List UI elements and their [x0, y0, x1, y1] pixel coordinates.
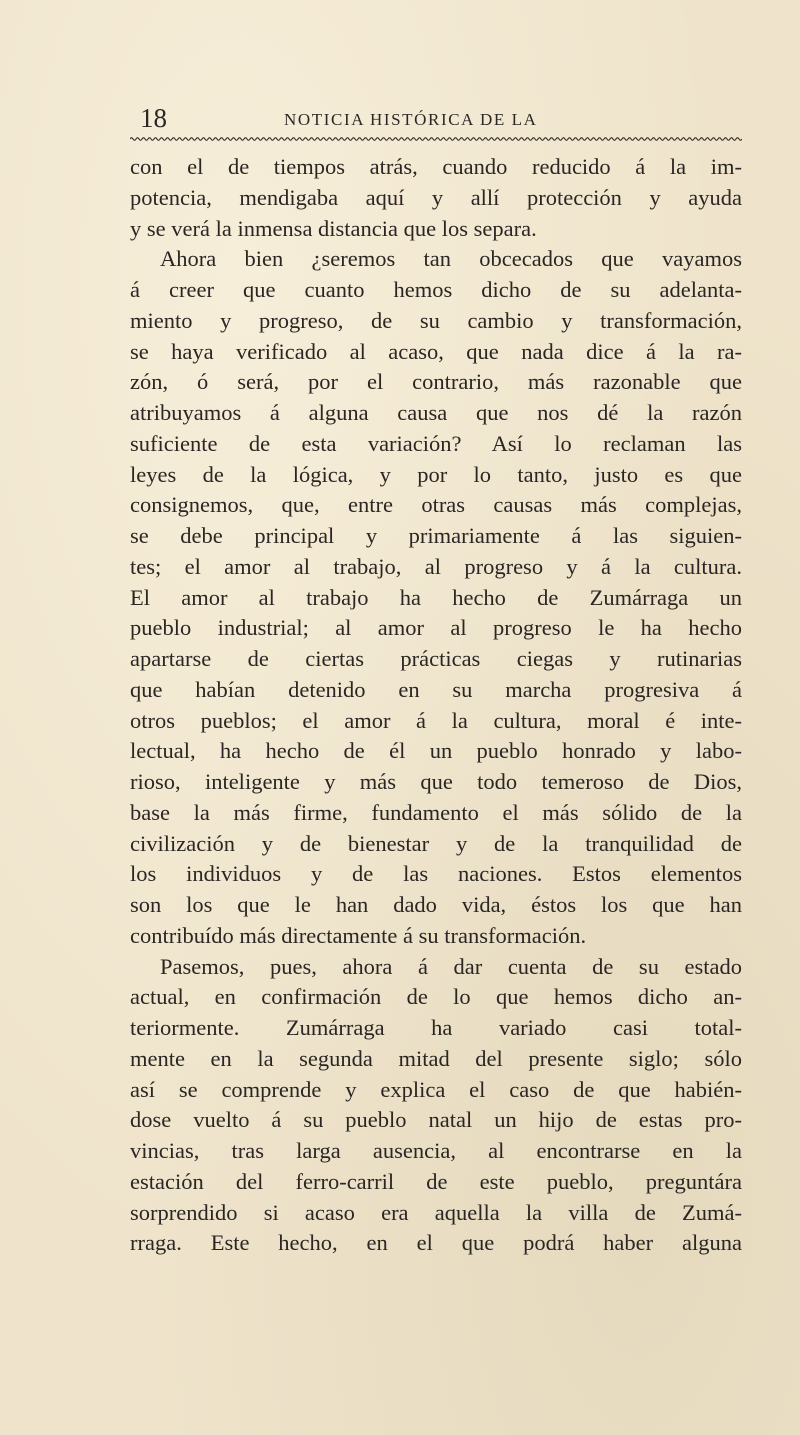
text-line: que habían detenido en su marcha progresiva á [130, 676, 742, 702]
page-number: 18 [140, 103, 167, 133]
text-line: tes; el amor al trabajo, al progreso y á la cultura. [130, 553, 742, 579]
text-line: estación del ferro-carril de este pueblo, preguntára [130, 1168, 742, 1194]
text-line: Pasemos, pues, ahora á dar cuenta de su estado [160, 953, 742, 979]
body-text [130, 152, 742, 1259]
text-line: El amor al trabajo ha hecho de Zumárraga un [130, 584, 742, 610]
text-line: vincias, tras larga ausencia, al encontrarse en la [130, 1138, 742, 1163]
text-line: miento y progreso, de su cambio y transformación, [130, 307, 742, 333]
text-line: dose vuelto á su pueblo natal un hijo de estas pro- [130, 1107, 742, 1133]
text-line: son los que le han dado vida, éstos los que han [130, 892, 742, 917]
text-line: leyes de la lógica, y por lo tanto, justo es que [130, 461, 742, 487]
text-line: teriormente. Zumárraga ha variado casi total- [130, 1015, 742, 1040]
text-line: Ahora bien ¿seremos tan obcecados que vayamos [160, 246, 742, 272]
text-line: zón, ó será, por el contrario, más razonable que [130, 369, 742, 395]
text-line: se haya verificado al acaso, que nada dice á la ra- [130, 338, 742, 364]
running-title: NOTICIA HISTÓRICA DE LA [284, 110, 538, 129]
text-line: mente en la segunda mitad del presente siglo; sólo [130, 1045, 742, 1071]
text-line: potencia, mendigaba aquí y allí protección y ayuda [130, 184, 742, 210]
text-line: y se verá la inmensa distancia que los separa. [130, 215, 537, 241]
text-line: civilización y de bienestar y de la tranquilidad de [130, 830, 742, 856]
text-line: actual, en confirmación de lo que hemos dicho an- [130, 984, 742, 1010]
text-line: lectual, ha hecho de él un pueblo honrado y labo- [130, 738, 742, 764]
decorative-wavy-rule [130, 135, 742, 143]
text-line: apartarse de ciertas prácticas ciegas y rutinarias [130, 646, 742, 671]
text-line: sorprendido si acaso era aquella la villa de Zumá- [130, 1199, 742, 1225]
text-line: los individuos y de las naciones. Estos elementos [130, 861, 742, 887]
text-line: atribuyamos á alguna causa que nos dé la razón [130, 400, 742, 425]
text-line: base la más firme, fundamento el más sólido de la [130, 799, 742, 825]
text-line: se debe principal y primariamente á las siguien- [130, 523, 742, 548]
text-line: suficiente de esta variación? Así lo reclaman las [130, 430, 742, 456]
text-line: consignemos, que, entre otras causas más complejas, [130, 492, 742, 518]
text-line: rraga. Este hecho, en el que podrá haber alguna [130, 1230, 742, 1256]
text-line: contribuído más directamente á su transformación. [130, 922, 587, 948]
page-header [130, 103, 742, 133]
text-line: con el de tiempos atrás, cuando reducido á la im- [130, 154, 742, 179]
text-line: pueblo industrial; al amor al progreso le ha hecho [130, 615, 742, 641]
text-line: á creer que cuanto hemos dicho de su adelanta- [130, 277, 742, 302]
text-line: así se comprende y explica el caso de que habién- [130, 1076, 742, 1102]
text-line: rioso, inteligente y más que todo temeroso de Dios, [130, 769, 742, 794]
text-line: otros pueblos; el amor á la cultura, moral é inte- [130, 707, 742, 733]
